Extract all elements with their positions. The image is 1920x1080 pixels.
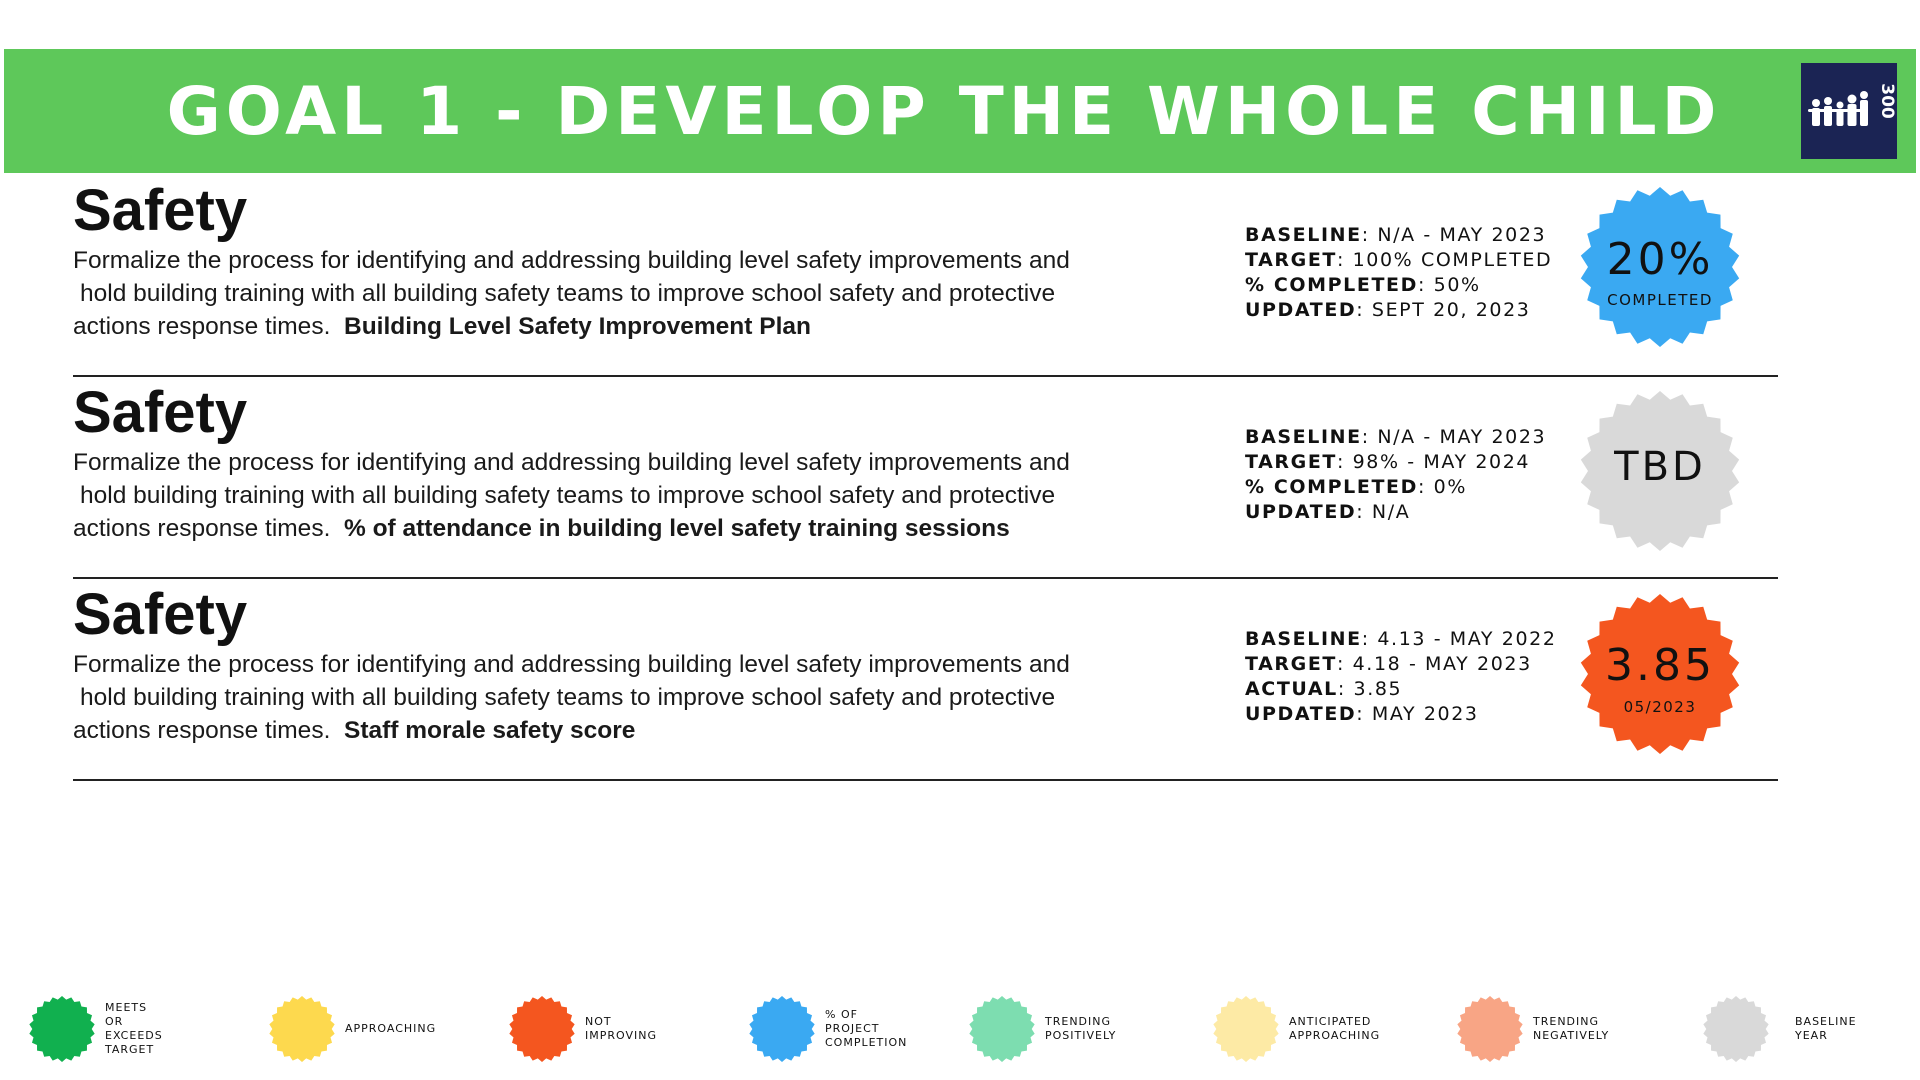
- divider: [73, 577, 1778, 579]
- legend-label: BASELINE YEAR: [1795, 1015, 1857, 1042]
- seal-shape: [1703, 996, 1768, 1062]
- updated-value: : MAY 2023: [1356, 703, 1479, 725]
- badge-value: 20%: [1606, 234, 1714, 285]
- target-value: : 100% COMPLETED: [1336, 249, 1553, 271]
- row-title: Safety: [73, 380, 248, 445]
- goal-banner: [4, 49, 1916, 173]
- seal-shape: [749, 996, 814, 1062]
- family-300-logo-icon: [1801, 63, 1897, 159]
- completed-label: % COMPLETED: [1245, 476, 1418, 498]
- row-title: Safety: [73, 582, 248, 647]
- divider: [73, 375, 1778, 377]
- seal-shape: [969, 996, 1034, 1062]
- badge-caption: 05/2023: [1623, 698, 1697, 716]
- logo-text: 300: [1877, 83, 1897, 119]
- badge-caption: COMPLETED: [1607, 291, 1713, 309]
- legend-label: % OF PROJECT COMPLETION: [825, 1008, 908, 1049]
- legend-label: MEETS OR EXCEEDS TARGET: [105, 1001, 163, 1056]
- baseline-value: : N/A - MAY 2023: [1361, 426, 1547, 448]
- updated-value: : SEPT 20, 2023: [1356, 299, 1531, 321]
- desc-line-3: actions response times.: [73, 717, 331, 744]
- actual-value: : 3.85: [1337, 678, 1403, 700]
- metrics-block: [1245, 425, 1546, 525]
- row-description: [73, 446, 1163, 545]
- desc-line-1: Formalize the process for identifying and addressing building level safety improvements and: [73, 449, 1070, 476]
- status-badge: [1580, 187, 1740, 347]
- safety-row-3: [0, 582, 1920, 782]
- target-label: TARGET: [1245, 451, 1337, 473]
- target-value: : 98% - MAY 2024: [1336, 451, 1531, 473]
- measure-name: % of attendance in building level safety training sessions: [344, 515, 1010, 542]
- completed-label: % COMPLETED: [1245, 274, 1418, 296]
- updated-label: UPDATED: [1245, 299, 1357, 321]
- seal-shape: [1213, 996, 1278, 1062]
- desc-line-1: Formalize the process for identifying and addressing building level safety improvements and: [73, 247, 1070, 274]
- seal-shape: [269, 996, 334, 1062]
- seal-shape: [1457, 996, 1522, 1062]
- updated-label: UPDATED: [1245, 703, 1357, 725]
- target-label: TARGET: [1245, 249, 1337, 271]
- completed-value: : 0%: [1417, 476, 1467, 498]
- desc-line-3: actions response times.: [73, 313, 331, 340]
- legend-label: TRENDING POSITIVELY: [1045, 1015, 1117, 1042]
- row-description: [73, 648, 1163, 747]
- legend-label: ANTICIPATED APPROACHING: [1289, 1015, 1381, 1042]
- row-title: Safety: [73, 178, 248, 243]
- desc-line-2: hold building training with all building safety teams to improve school safety and protective: [80, 684, 1056, 711]
- legend-label: TRENDING NEGATIVELY: [1533, 1015, 1610, 1042]
- legend-label: APPROACHING: [345, 1022, 437, 1035]
- target-value: : 4.18 - MAY 2023: [1336, 653, 1532, 675]
- updated-value: : N/A: [1356, 501, 1411, 523]
- desc-line-1: Formalize the process for identifying and addressing building level safety improvements and: [73, 651, 1070, 678]
- measure-name: Staff morale safety score: [344, 717, 636, 744]
- badge-value: TBD: [1614, 444, 1706, 490]
- row-description: [73, 244, 1163, 343]
- status-badge: [1580, 391, 1740, 551]
- goal-title: GOAL 1 - DEVELOP THE WHOLE CHILD: [166, 72, 1722, 150]
- target-label: TARGET: [1245, 653, 1337, 675]
- seal-shape: [509, 996, 574, 1062]
- legend-label: NOT IMPROVING: [585, 1015, 657, 1042]
- baseline-label: BASELINE: [1245, 224, 1362, 246]
- actual-label: ACTUAL: [1245, 678, 1338, 700]
- updated-label: UPDATED: [1245, 501, 1357, 523]
- safety-row-2: [0, 380, 1920, 580]
- completed-value: : 50%: [1417, 274, 1481, 296]
- divider: [73, 779, 1778, 781]
- desc-line-3: actions response times.: [73, 515, 331, 542]
- baseline-label: BASELINE: [1245, 628, 1362, 650]
- baseline-value: : 4.13 - MAY 2022: [1361, 628, 1557, 650]
- safety-row-1: [0, 178, 1920, 378]
- metrics-block: [1245, 627, 1557, 727]
- desc-line-2: hold building training with all building safety teams to improve school safety and protective: [80, 280, 1056, 307]
- status-badge: [1580, 594, 1740, 754]
- desc-line-2: hold building training with all building safety teams to improve school safety and protective: [80, 482, 1056, 509]
- badge-value: 3.85: [1605, 640, 1715, 691]
- seal-shape: [29, 996, 94, 1062]
- metrics-block: [1245, 223, 1552, 323]
- baseline-value: : N/A - MAY 2023: [1361, 224, 1547, 246]
- measure-name: Building Level Safety Improvement Plan: [344, 313, 811, 340]
- baseline-label: BASELINE: [1245, 426, 1362, 448]
